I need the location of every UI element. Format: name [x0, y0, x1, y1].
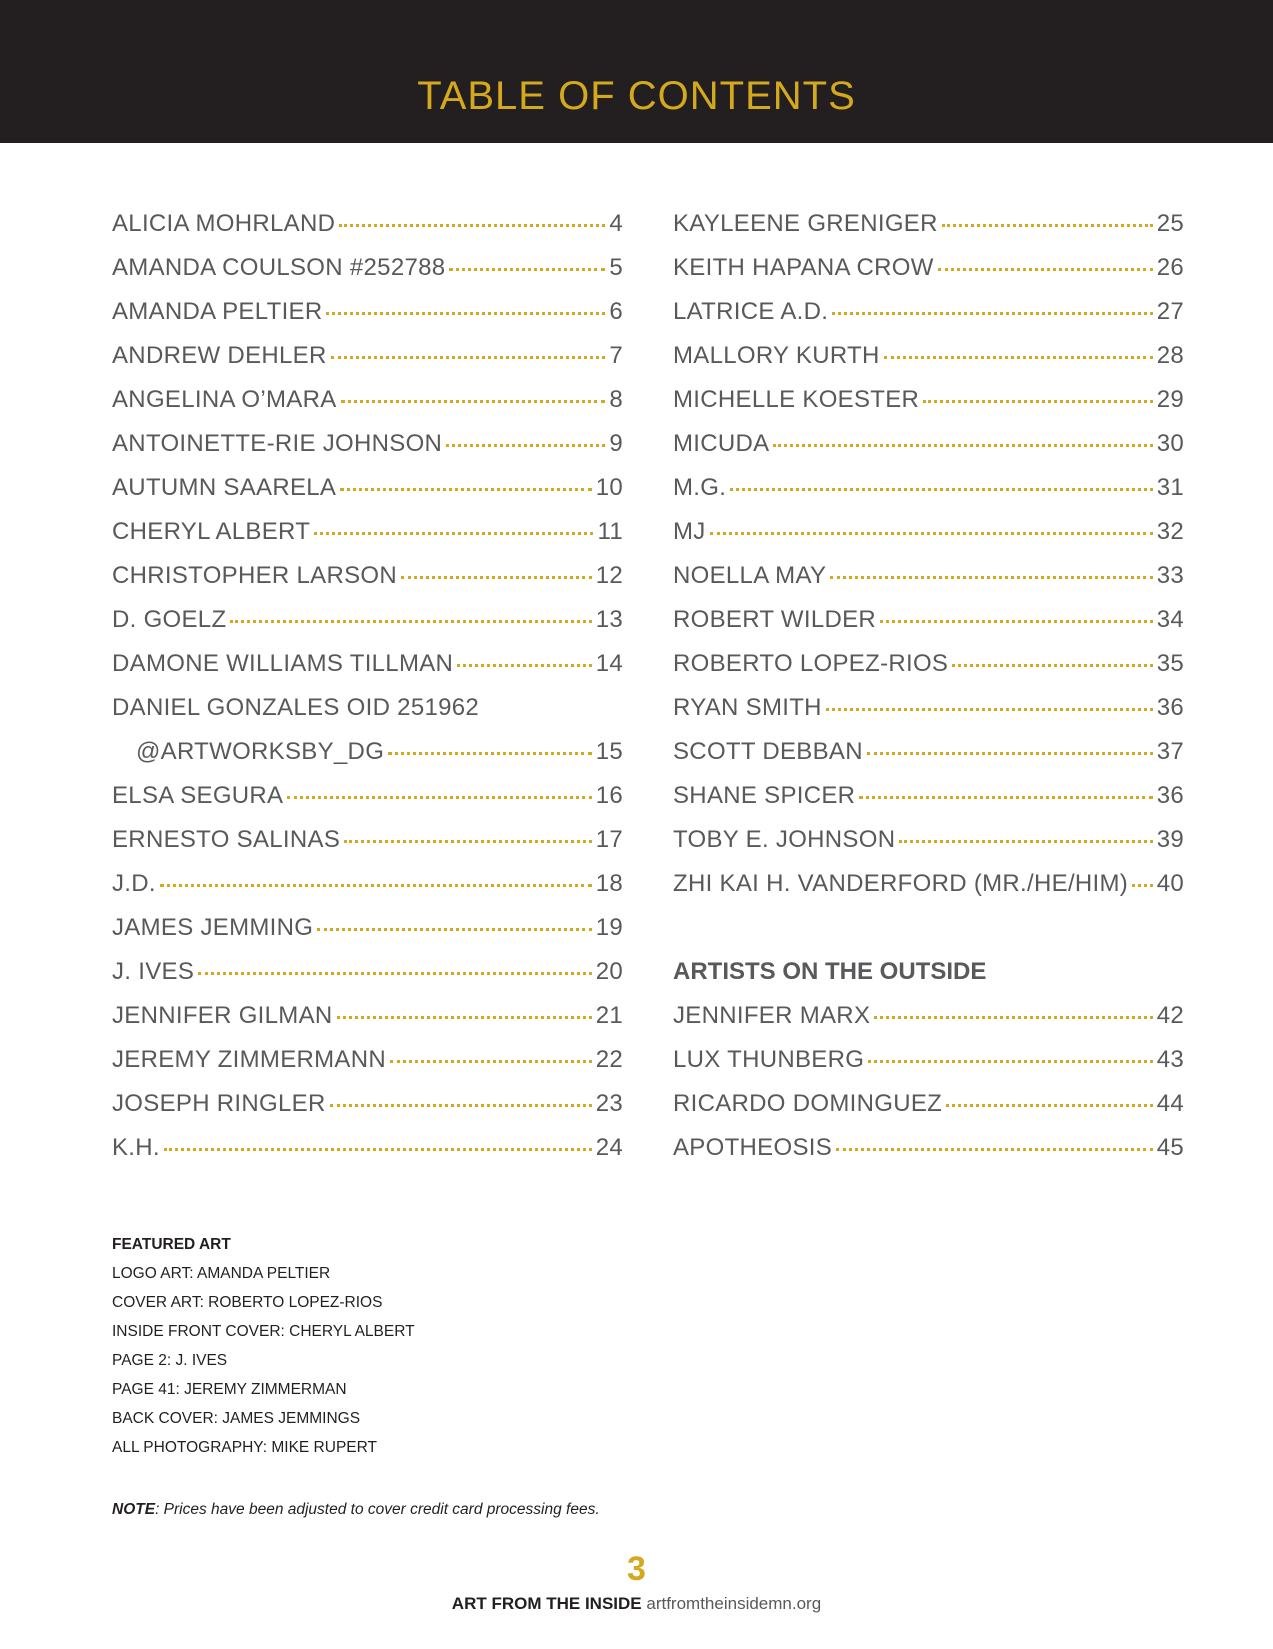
toc-entry-name: MICHELLE KOESTER: [673, 386, 920, 413]
toc-entry-name: J. IVES: [112, 958, 195, 985]
toc-entry-name: ELSA SEGURA: [112, 782, 284, 809]
toc-entry-page: 36: [1156, 782, 1184, 809]
dot-leader: [317, 928, 591, 931]
toc-entry-name: ANDREW DEHLER: [112, 342, 327, 369]
dot-leader: [946, 1104, 1153, 1107]
toc-entry-name: MJ: [673, 518, 706, 545]
toc-entry-page: 30: [1156, 430, 1184, 457]
toc-entry-page: 15: [595, 738, 623, 765]
toc-entry: [112, 518, 623, 562]
toc-entry: [673, 342, 1184, 386]
toc-entry-name: CHERYL ALBERT: [112, 518, 311, 545]
toc-entry-page: 44: [1156, 1090, 1184, 1117]
toc-entry: [112, 826, 623, 870]
toc-entry: [673, 562, 1184, 606]
featured-art-line: PAGE 41: JEREMY ZIMMERMAN: [112, 1381, 347, 1398]
toc-entry-name: ROBERT WILDER: [673, 606, 877, 633]
featured-art-line: PAGE 2: J. IVES: [112, 1352, 228, 1369]
dot-leader: [730, 488, 1153, 491]
toc-entry-name: ANGELINA O’MARA: [112, 386, 337, 413]
toc-entry-name: K.H.: [112, 1134, 160, 1161]
dot-leader: [710, 532, 1153, 535]
toc-entry-page: 34: [1156, 606, 1184, 633]
dot-leader: [341, 400, 606, 403]
toc-entry: [112, 958, 623, 1002]
toc-entry-page: 20: [595, 958, 623, 985]
toc-entry-name: JEREMY ZIMMERMANN: [112, 1046, 386, 1073]
dot-leader: [198, 972, 592, 975]
dot-leader: [942, 224, 1153, 227]
toc-entry-page: 13: [595, 606, 623, 633]
toc-entry-page: 10: [595, 474, 623, 501]
toc-entry-name: JENNIFER MARX: [673, 1002, 871, 1029]
toc-entry-page: 12: [595, 562, 623, 589]
toc-entry-name: RICARDO DOMINGUEZ: [673, 1090, 943, 1117]
toc-entry-page: 29: [1156, 386, 1184, 413]
footer: [0, 1594, 1273, 1614]
toc-entry: [112, 606, 623, 650]
toc-left-column: [112, 210, 623, 1178]
dot-leader: [287, 796, 591, 799]
dot-leader: [923, 400, 1153, 403]
note-label: NOTE: [112, 1501, 156, 1518]
toc-entry-page: 7: [609, 342, 623, 369]
toc-entry-page: 31: [1156, 474, 1184, 501]
toc-entry: [673, 430, 1184, 474]
toc-entry-page: 18: [595, 870, 623, 897]
toc-entry-name: AUTUMN SAARELA: [112, 474, 337, 501]
toc-entry-name: D. GOELZ: [112, 606, 227, 633]
toc-entry-page: 40: [1156, 870, 1184, 897]
dot-leader: [337, 1016, 592, 1019]
toc-entry-page: 37: [1156, 738, 1184, 765]
dot-leader: [160, 884, 592, 887]
toc-entry: [673, 210, 1184, 254]
dot-leader: [388, 752, 592, 755]
toc-entry: [112, 1090, 623, 1134]
dot-leader: [331, 356, 606, 359]
dot-leader: [952, 664, 1152, 667]
toc-entry: [673, 1002, 1184, 1046]
footer-url: artfromtheinsidemn.org: [646, 1594, 822, 1613]
dot-leader: [874, 1016, 1152, 1019]
dot-leader: [884, 356, 1153, 359]
dot-leader: [868, 1060, 1153, 1063]
toc-entry-page: 36: [1156, 694, 1184, 721]
toc-entry-name: AMANDA COULSON #252788: [112, 254, 446, 281]
dot-leader: [344, 840, 592, 843]
toc-entry-name: ALICIA MOHRLAND: [112, 210, 336, 237]
page-title: TABLE OF CONTENTS: [417, 74, 856, 118]
toc-entry-page: 33: [1156, 562, 1184, 589]
toc-entry-page: 32: [1156, 518, 1184, 545]
toc-entry-page: 5: [609, 254, 623, 281]
toc-entry: [112, 694, 623, 738]
dot-leader: [832, 312, 1153, 315]
toc-entry-page: 26: [1156, 254, 1184, 281]
toc-entry-name: TOBY E. JOHNSON: [673, 826, 896, 853]
featured-art-line: LOGO ART: AMANDA PELTIER: [112, 1265, 331, 1282]
toc-entry: [112, 474, 623, 518]
toc-entry-page: 28: [1156, 342, 1184, 369]
toc-right-column: [673, 210, 1184, 1178]
toc-entry-name: APOTHEOSIS: [673, 1134, 833, 1161]
toc-entry-name: J.D.: [112, 870, 156, 897]
toc-entry-page: 19: [595, 914, 623, 941]
toc-entry-page: 8: [609, 386, 623, 413]
dot-leader: [446, 444, 605, 447]
toc-entry-page: 21: [595, 1002, 623, 1029]
toc-entry-name: KAYLEENE GRENIGER: [673, 210, 938, 237]
toc-entry-page: 42: [1156, 1002, 1184, 1029]
toc-entry: [673, 650, 1184, 694]
toc-entry-name: JAMES JEMMING: [112, 914, 314, 941]
toc-entry-name: MALLORY KURTH: [673, 342, 880, 369]
dot-leader: [326, 312, 605, 315]
toc-entry: [112, 342, 623, 386]
toc-entry: [112, 782, 623, 826]
toc-entry-page: 16: [595, 782, 623, 809]
dot-leader: [330, 1104, 592, 1107]
toc-entry-page: 45: [1156, 1134, 1184, 1161]
footer-brand: ART FROM THE INSIDE: [451, 1594, 642, 1613]
dot-leader: [773, 444, 1152, 447]
toc-entry: [673, 474, 1184, 518]
toc-entry-page: 25: [1156, 210, 1184, 237]
toc-entry-name: JENNIFER GILMAN: [112, 1002, 333, 1029]
dot-leader: [340, 488, 591, 491]
toc-entry: [673, 1046, 1184, 1090]
toc-entry: [112, 430, 623, 474]
toc-entry-page: 17: [595, 826, 623, 853]
toc-entry-name: MICUDA: [673, 430, 770, 457]
toc-entry: [112, 914, 623, 958]
toc-entry: [112, 254, 623, 298]
dot-leader: [314, 532, 593, 535]
toc-entry: [673, 1134, 1184, 1178]
dot-leader: [390, 1060, 592, 1063]
dot-leader: [836, 1148, 1153, 1151]
toc-entry-page: 11: [597, 518, 623, 545]
featured-art-line: COVER ART: ROBERTO LOPEZ-RIOS: [112, 1294, 383, 1311]
toc-entry: [112, 650, 623, 694]
price-note: [112, 1501, 600, 1519]
outside-artists-heading: ARTISTS ON THE OUTSIDE: [673, 958, 987, 985]
toc-entry: [112, 298, 623, 342]
toc-entry: [112, 210, 623, 254]
featured-art-line: BACK COVER: JAMES JEMMINGS: [112, 1410, 361, 1427]
dot-leader: [164, 1148, 592, 1151]
toc-entry: [112, 386, 623, 430]
toc-entry-name: ZHI KAI H. VANDERFORD (MR./HE/HIM): [673, 870, 1129, 897]
toc-entry-page: 35: [1156, 650, 1184, 677]
toc-entry-page: 22: [595, 1046, 623, 1073]
toc-entry-page: 43: [1156, 1046, 1184, 1073]
dot-leader: [449, 268, 605, 271]
toc-entry-name: JOSEPH RINGLER: [112, 1090, 326, 1117]
toc-entry-name: M.G.: [673, 474, 727, 501]
toc-entry: [673, 518, 1184, 562]
toc-entry: [112, 738, 623, 782]
toc-entry-page: 4: [609, 210, 623, 237]
toc-entry: [673, 826, 1184, 870]
toc-entry-page: 24: [595, 1134, 623, 1161]
dot-leader: [230, 620, 591, 623]
toc-entry: [673, 694, 1184, 738]
toc-entry-name: SHANE SPICER: [673, 782, 856, 809]
toc-entry-name: LATRICE A.D.: [673, 298, 829, 325]
toc-entry: [112, 1002, 623, 1046]
toc-entry: [673, 738, 1184, 782]
dot-leader: [1132, 884, 1153, 887]
toc-entry-page: 23: [595, 1090, 623, 1117]
toc-entry-name: CHRISTOPHER LARSON: [112, 562, 398, 589]
toc-entry: [673, 1090, 1184, 1134]
toc-entry: [673, 298, 1184, 342]
dot-leader: [867, 752, 1153, 755]
toc-entry-name: ERNESTO SALINAS: [112, 826, 341, 853]
toc-entry-name: KEITH HAPANA CROW: [673, 254, 934, 281]
dot-leader: [830, 576, 1152, 579]
dot-leader: [339, 224, 605, 227]
toc-entry-name: ROBERTO LOPEZ-RIOS: [673, 650, 949, 677]
toc-entry-name: NOELLA MAY: [673, 562, 827, 589]
toc-entry-page: 9: [609, 430, 623, 457]
dot-leader: [826, 708, 1153, 711]
toc-entry-name: ANTOINETTE-RIE JOHNSON: [112, 430, 443, 457]
dot-leader: [859, 796, 1152, 799]
note-text: : Prices have been adjusted to cover credit card processing fees.: [155, 1501, 600, 1518]
toc-entry: [673, 254, 1184, 298]
toc-entry-page: 39: [1156, 826, 1184, 853]
spacer: [673, 914, 1184, 958]
toc-entry-name: LUX THUNBERG: [673, 1046, 865, 1073]
toc-entry-name: @ARTWORKSBY_DG: [136, 738, 385, 765]
toc-entry-name: DANIEL GONZALES OID 251962: [112, 694, 480, 721]
toc-entry-page: 14: [595, 650, 623, 677]
toc-entry-name: SCOTT DEBBAN: [673, 738, 863, 765]
toc-entry: [112, 870, 623, 914]
toc-entry: [112, 1134, 623, 1178]
dot-leader: [899, 840, 1152, 843]
featured-art: [112, 1236, 415, 1468]
toc-entry: [673, 606, 1184, 650]
toc-entry: [673, 782, 1184, 826]
toc-entry-page: 6: [609, 298, 623, 325]
page-number: 3: [627, 1550, 646, 1588]
dot-leader: [938, 268, 1153, 271]
header-bar: [0, 0, 1273, 143]
toc-entry: [112, 1046, 623, 1090]
toc-entry-page: 27: [1156, 298, 1184, 325]
toc-entry-name: DAMONE WILLIAMS TILLMAN: [112, 650, 454, 677]
toc-entry: [112, 562, 623, 606]
dot-leader: [880, 620, 1153, 623]
featured-art-line: INSIDE FRONT COVER: CHERYL ALBERT: [112, 1323, 415, 1340]
toc-entry: [673, 386, 1184, 430]
toc-entry-name: AMANDA PELTIER: [112, 298, 323, 325]
featured-art-heading: FEATURED ART: [112, 1236, 231, 1253]
toc-entry-name: RYAN SMITH: [673, 694, 822, 721]
toc-entry: [673, 870, 1184, 914]
dot-leader: [457, 664, 592, 667]
featured-art-line: ALL PHOTOGRAPHY: MIKE RUPERT: [112, 1439, 378, 1456]
dot-leader: [401, 576, 592, 579]
